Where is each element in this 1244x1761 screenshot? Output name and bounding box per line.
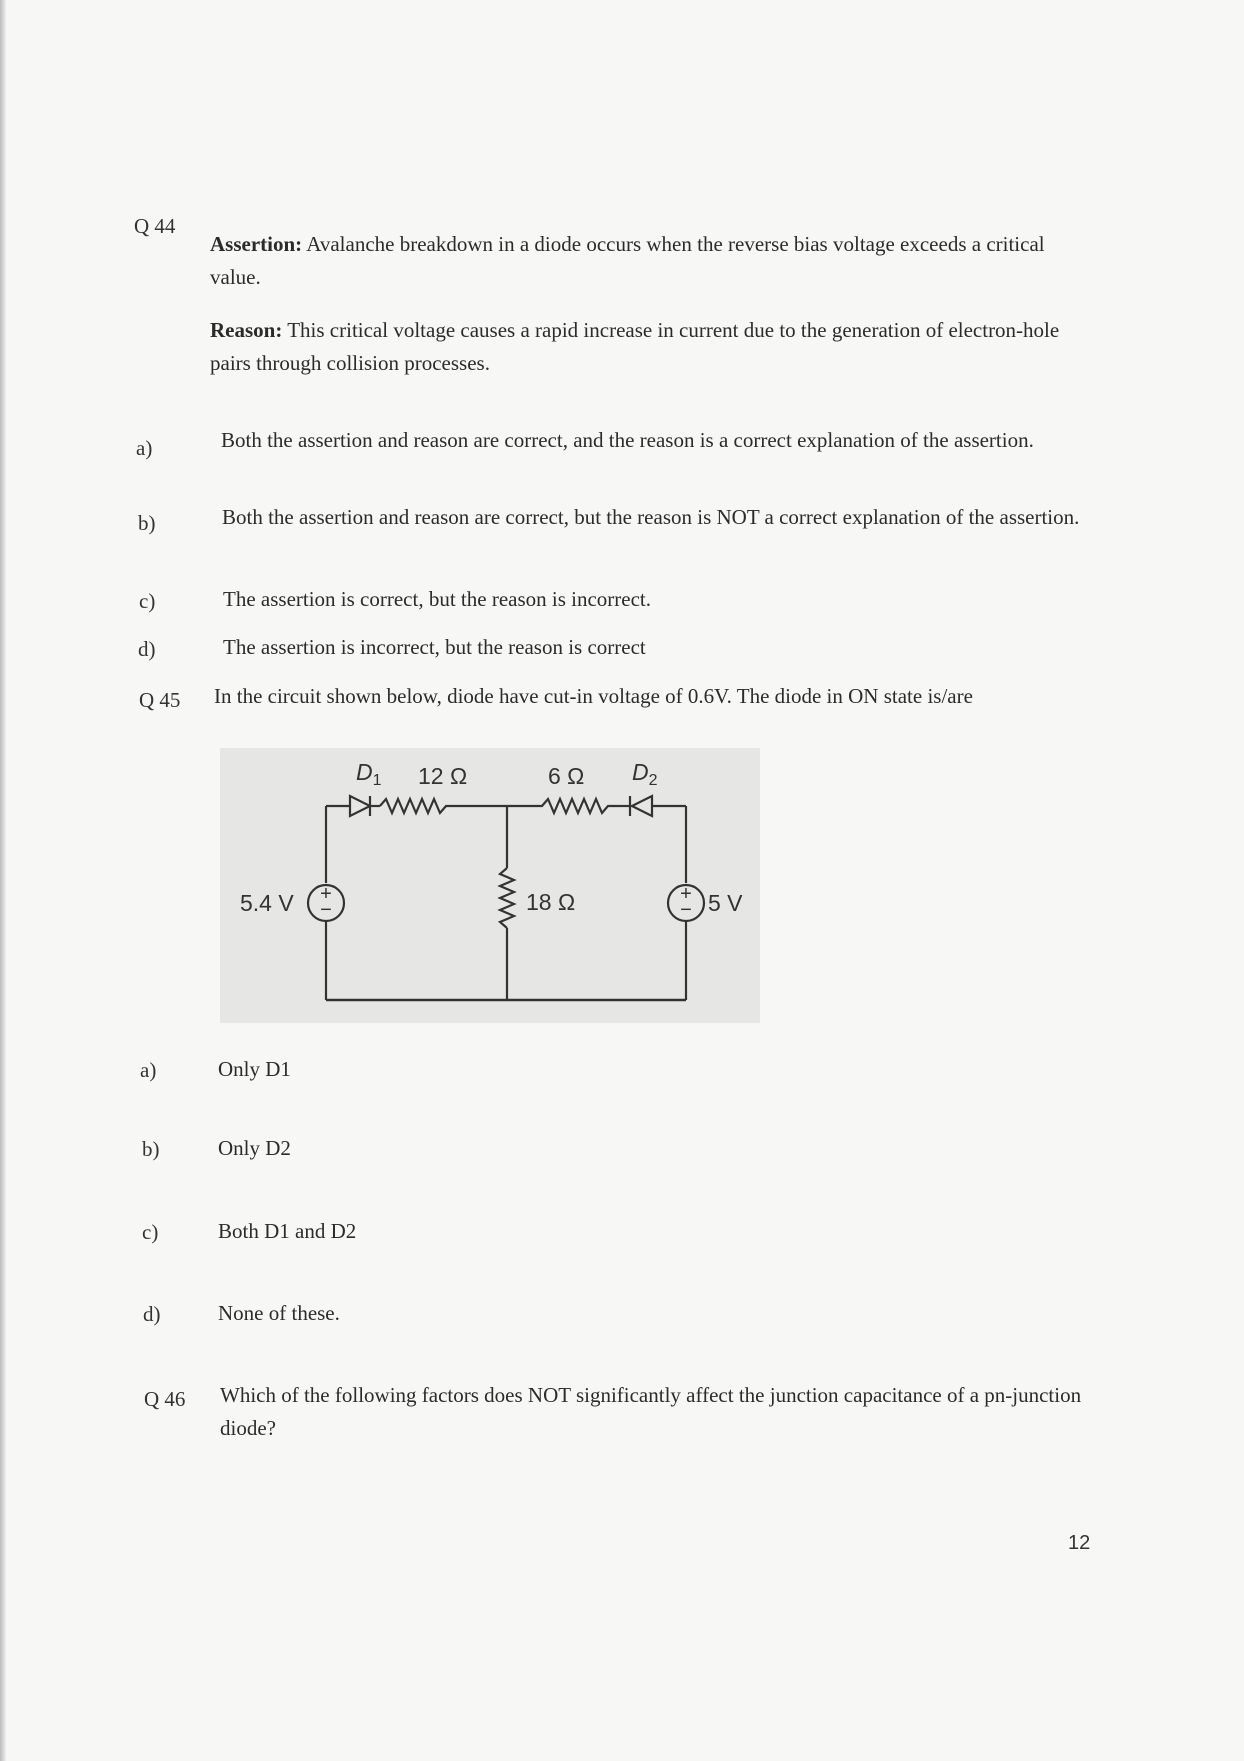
option-letter: c)	[139, 589, 156, 613]
r2-label: 6 Ω	[548, 763, 585, 789]
v-left-label: 5.4 V	[240, 890, 294, 916]
option-letter: c)	[142, 1220, 159, 1244]
option-text: The assertion is correct, but the reason is incorrect.	[223, 587, 652, 611]
minus-sign: −	[320, 899, 332, 921]
reason-text: This critical voltage causes a rapid increase in current due to the generation of electron-hole pairs through collision processes.	[210, 318, 1060, 375]
question-text: In the circuit shown below, diode have cut-in voltage of 0.6V. The diode in ON state is/are	[214, 684, 973, 708]
reason-label: Reason:	[210, 318, 283, 342]
question-number: Q 44	[134, 214, 176, 238]
reason-block	[210, 314, 1070, 380]
option-letter: a)	[136, 436, 153, 460]
option-text: Both D1 and D2	[218, 1219, 357, 1243]
option-letter: b)	[142, 1137, 160, 1161]
d2-label: $D_2$	[632, 759, 658, 789]
v-right-label: 5 V	[708, 890, 743, 916]
d1-label: $D_1$	[356, 759, 382, 789]
assertion-block	[210, 228, 1090, 294]
page-number: 12	[1068, 1532, 1091, 1554]
assertion-text: Avalanche breakdown in a diode occurs when the reverse bias voltage exceeds a critical value.	[210, 232, 1045, 289]
minus-sign: −	[680, 899, 692, 921]
option-letter: d)	[143, 1302, 161, 1326]
option-letter: d)	[138, 637, 156, 661]
page-edge	[0, 0, 6, 1761]
question-number: Q 45	[139, 688, 181, 712]
option-text: Both the assertion and reason are correct, but the reason is NOT a correct explanation of the assertion.	[222, 505, 1080, 529]
option-letter: b)	[138, 511, 156, 535]
option-text: Only D2	[218, 1136, 291, 1160]
option-text: The assertion is incorrect, but the reason is correct	[223, 635, 646, 659]
option-text: Only D1	[218, 1057, 291, 1081]
option-letter: a)	[140, 1058, 157, 1082]
r3-label: 18 Ω	[526, 889, 576, 915]
circuit-diagram	[220, 748, 760, 1023]
r1-label: 12 Ω	[418, 763, 468, 789]
question-text: Which of the following factors does NOT significantly affect the junction capacitance of a pn-junction diode?	[220, 1383, 1082, 1440]
option-text: None of these.	[218, 1301, 340, 1325]
plus-sign: +	[680, 883, 692, 905]
plus-sign: +	[320, 883, 332, 905]
assertion-label: Assertion:	[210, 232, 303, 256]
question-number: Q 46	[144, 1387, 186, 1411]
option-text: Both the assertion and reason are correct, and the reason is a correct explanation of the assertion.	[221, 428, 1034, 452]
